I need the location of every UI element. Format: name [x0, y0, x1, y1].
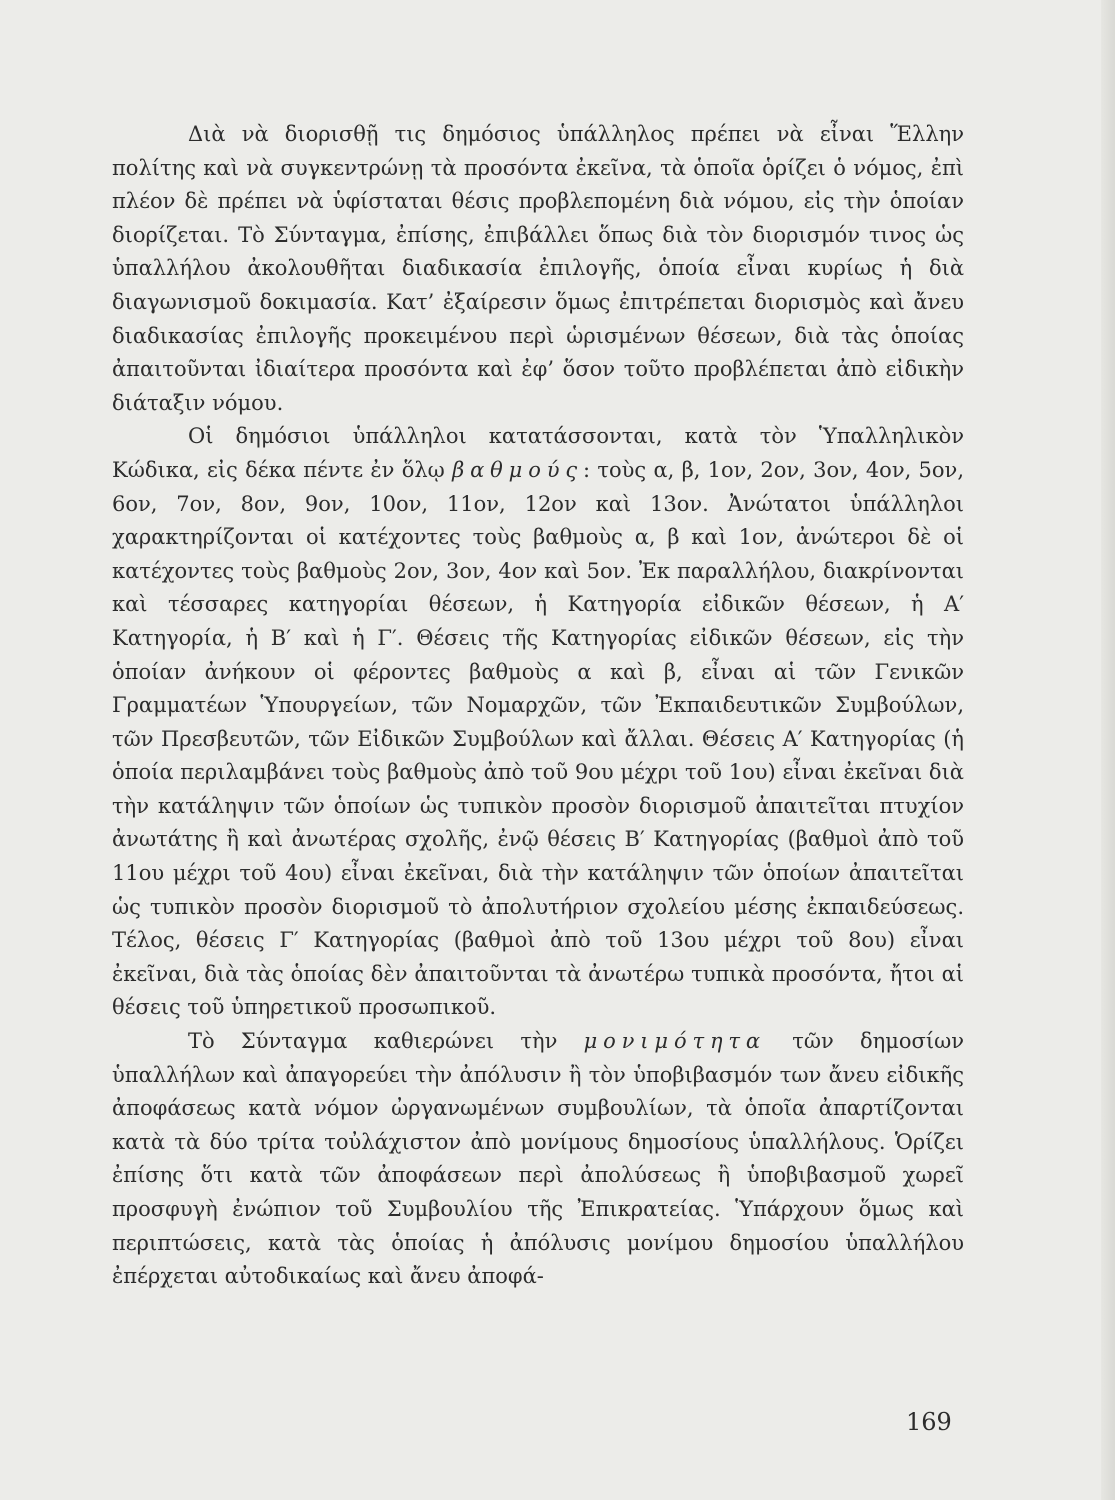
- paragraph-3-emphasis: μονιμότητα: [583, 1029, 766, 1054]
- page-number: 169: [906, 1408, 952, 1436]
- paragraph-3-after: τῶν δημοσίων ὑπαλλήλων καὶ ἀπαγορεύει τὴν ἀπόλυσιν ἢ τὸν ὑποβιβασμόν των ἄνευ εἰδικῆς ἀποφάσεως κατὰ νόμον ὠργανωμένων συμβουλίων, τὰ ὁποῖα ἀπαρτίζονται κατὰ τὰ δύο τρίτα τοὐλάχιστον ἀπὸ μονίμους δημοσίους ὑπαλλήλους. Ὁρίζει ἐπίσης ὅτι κατὰ τῶν ἀποφάσεων περὶ ἀπολύσεως ἢ ὑποβιβασμοῦ χωρεῖ προσφυγὴ ἐνώπιον τοῦ Συμβουλίου τῆς Ἐπικρατείας. Ὑπάρχουν ὅμως καὶ περιπτώσεις, κατὰ τὰς ὁποίας ἡ ἀπόλυσις μονίμου δημοσίου ὑπαλλήλου ἐπέρχεται αὐτοδικαίως καὶ ἄνευ ἀποφά-: [112, 1029, 964, 1289]
- paragraph-2-emphasis: βαθμούς: [452, 457, 584, 482]
- paragraph-2: [112, 420, 964, 1025]
- paragraph-2-after: : τοὺς α, β, 1ον, 2ον, 3ον, 4ον, 5ον, 6ον, 7ον, 8ον, 9ον, 10ον, 11ον, 12ον καὶ 13ον. Ἀνώτατοι ὑπάλληλοι χαρακτηρίζονται οἱ κατέχοντες τοὺς βαθμοὺς α, β καὶ 1ον, ἀνώτεροι δὲ οἱ κατέχοντες τοὺς βαθμοὺς 2ον, 3ον, 4ον καὶ 5ον. Ἐκ παραλλήλου, διακρίνονται καὶ τέσσαρες κατηγορίαι θέσεων, ἡ Κατηγορία εἰδικῶν θέσεων, ἡ Α′ Κατηγορία, ἡ Β′ καὶ ἡ Γ′. Θέσεις τῆς Κατηγορίας εἰδικῶν θέσεων, εἰς τὴν ὁποίαν ἀνήκουν οἱ φέροντες βαθμοὺς α καὶ β, εἶναι αἱ τῶν Γενικῶν Γραμματέων Ὑπουργείων, τῶν Νομαρχῶν, τῶν Ἐκπαιδευτικῶν Συμβούλων, τῶν Πρεσβευτῶν, τῶν Εἰδικῶν Συμβούλων καὶ ἄλλαι. Θέσεις Α′ Κατηγορίας (ἡ ὁποία περιλαμβάνει τοὺς βαθμοὺς ἀπὸ τοῦ 9ου μέχρι τοῦ 1ου) εἶναι ἐκεῖναι διὰ τὴν κατάληψιν τῶν ὁποίων ὡς τυπικὸν προσὸν διορισμοῦ ἀπαιτεῖται πτυχίον ἀνωτάτης ἢ καὶ ἀνωτέρας σχολῆς, ἐνῷ θέσεις Β′ Κατηγορίας (βαθμοὶ ἀπὸ τοῦ 11ου μέχρι τοῦ 4ου) εἶναι ἐκεῖναι, διὰ τὴν κατάληψιν τῶν ὁποίων ἀπαιτεῖται ὡς τυπικὸν προσὸν διορισμοῦ τὸ ἀπολυτήριον σχολείου μέσης ἐκπαιδεύσεως. Τέλος, θέσεις Γ′ Κατηγορίας (βαθμοὶ ἀπὸ τοῦ 13ου μέχρι τοῦ 8ου) εἶναι ἐκεῖναι, διὰ τὰς ὁποίας δὲν ἀπαιτοῦνται τὰ ἀνωτέρω τυπικὰ προσόντα, ἤτοι αἱ θέσεις τοῦ ὑπηρετικοῦ προσωπικοῦ.: [112, 457, 964, 1020]
- paragraph-1: [112, 118, 964, 420]
- paragraph-1-text: Διὰ νὰ διορισθῇ τις δημόσιος ὑπάλληλος πρέπει νὰ εἶναι Ἕλλην πολίτης καὶ νὰ συγκεντρώνῃ τὰ προσόντα ἐκεῖνα, τὰ ὁποῖα ὁρίζει ὁ νόμος, ἐπὶ πλέον δὲ πρέπει νὰ ὑφίσταται θέσις προβλεπομένη διὰ νόμου, εἰς τὴν ὁποίαν διορίζεται. Τὸ Σύνταγμα, ἐπίσης, ἐπιβάλλει ὅπως διὰ τὸν διορισμόν τινος ὡς ὑπαλλήλου ἀκολουθῆται διαδικασία ἐπιλογῆς, ὁποία εἶναι κυρίως ἡ διὰ διαγωνισμοῦ δοκιμασία. Κατ’ ἐξαίρεσιν ὅμως ἐπιτρέπεται διορισμὸς καὶ ἄνευ διαδικασίας ἐπιλογῆς προκειμένου περὶ ὡρισμένων θέσεων, διὰ τὰς ὁποίας ἀπαιτοῦνται ἰδιαίτερα προσόντα καὶ ἐφ’ ὅσον τοῦτο προβλέπεται ἀπὸ εἰδικὴν διάταξιν νόμου.: [112, 122, 964, 415]
- body-text: [112, 118, 964, 1294]
- paragraph-3-before: Τὸ Σύνταγμα καθιερώνει τὴν: [188, 1029, 584, 1054]
- paragraph-3: [112, 1025, 964, 1294]
- paragraph-2-before: Οἱ δημόσιοι ὑπάλληλοι κατατάσσονται, κατὰ τὸν Ὑπαλληλικὸν Κώδικα, εἰς δέκα πέντε ἐν ὅλῳ: [112, 424, 964, 482]
- page-edge-shadow: [1101, 0, 1115, 1500]
